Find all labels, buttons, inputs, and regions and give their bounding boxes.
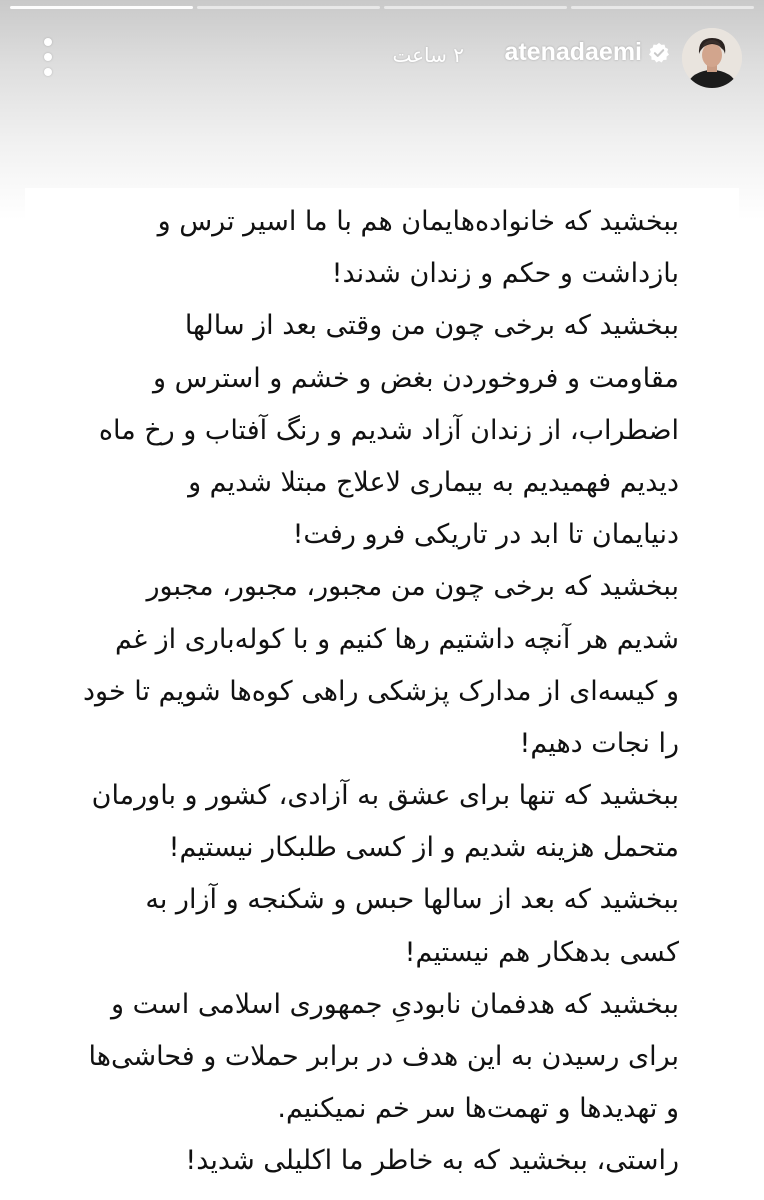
post-line: ببخشید که برخی چون من مجبور، مجبور، مجبور (146, 571, 679, 603)
profile-photo-icon (682, 28, 742, 88)
story-progress-segment (384, 6, 567, 9)
story-header (0, 22, 764, 92)
avatar[interactable] (682, 28, 742, 88)
post-line: و کیسه‌ای از مدارک پزشکی راهی کوه‌ها شویم تا خود (83, 675, 679, 707)
post-line: برای رسیدن به این هدف در برابر حملات و فحاشی‌ها (88, 1041, 679, 1072)
more-options-icon[interactable] (38, 38, 58, 76)
verified-badge-icon (648, 42, 670, 64)
post-line: دیدیم فهمیدیم به بیماری لاعلاج مبتلا شدیم و (188, 466, 679, 498)
post-line: ببخشید که تنها برای عشق به آزادی، کشور و باورمان (91, 780, 679, 812)
post-line: کسی بدهکار هم نیستیم! (404, 936, 679, 968)
post-line: ببخشید که خانواده‌هایمان هم با ما اسیر ترس و (157, 206, 679, 237)
story-progress-segment (197, 6, 380, 9)
post-body (25, 196, 739, 1188)
post-line: ببخشید که بعد از سالها حبس و شکنجه و آزار به (145, 884, 679, 916)
post-line: شدیم هر آنچه داشتیم رها کنیم و با کوله‌باری از غم (114, 623, 679, 655)
menu-dot (44, 68, 52, 76)
menu-dot (44, 53, 52, 61)
post-line: راستی، ببخشید که به خاطر ما اکلیلی شدید! (185, 1145, 679, 1177)
post-time: ۲ ساعت (392, 43, 464, 67)
post-line: مقاومت و فروخوردن بغض و خشم و استرس و (152, 362, 679, 394)
username-group[interactable] (504, 38, 670, 67)
story-progress-segment (10, 6, 193, 9)
username[interactable]: atenadaemi (504, 38, 642, 66)
menu-dot (44, 38, 52, 46)
post-line: و تهدیدها و تهمت‌ها سر خم نمیکنیم. (277, 1093, 679, 1125)
post-line: را نجات دهیم! (519, 727, 679, 759)
post-line: اضطراب، از زندان آزاد شدیم و رنگ آفتاب و رخ ماه (98, 414, 679, 446)
story-progress-segment (571, 6, 754, 9)
post-line: متحمل هزینه شدیم و از کسی طلبکار نیستیم! (168, 832, 679, 864)
story-progress-bar (10, 6, 754, 10)
post-line: ببخشید که برخی چون من وقتی بعد از سالها (184, 310, 679, 342)
post-line: بازداشت و حکم و زندان شدند! (331, 258, 679, 290)
post-line: دنیایمان تا ابد در تاریکی فرو رفت! (292, 519, 679, 551)
post-line: ببخشید که هدفمان نابودیِ جمهوری اسلامی است و (111, 988, 679, 1020)
